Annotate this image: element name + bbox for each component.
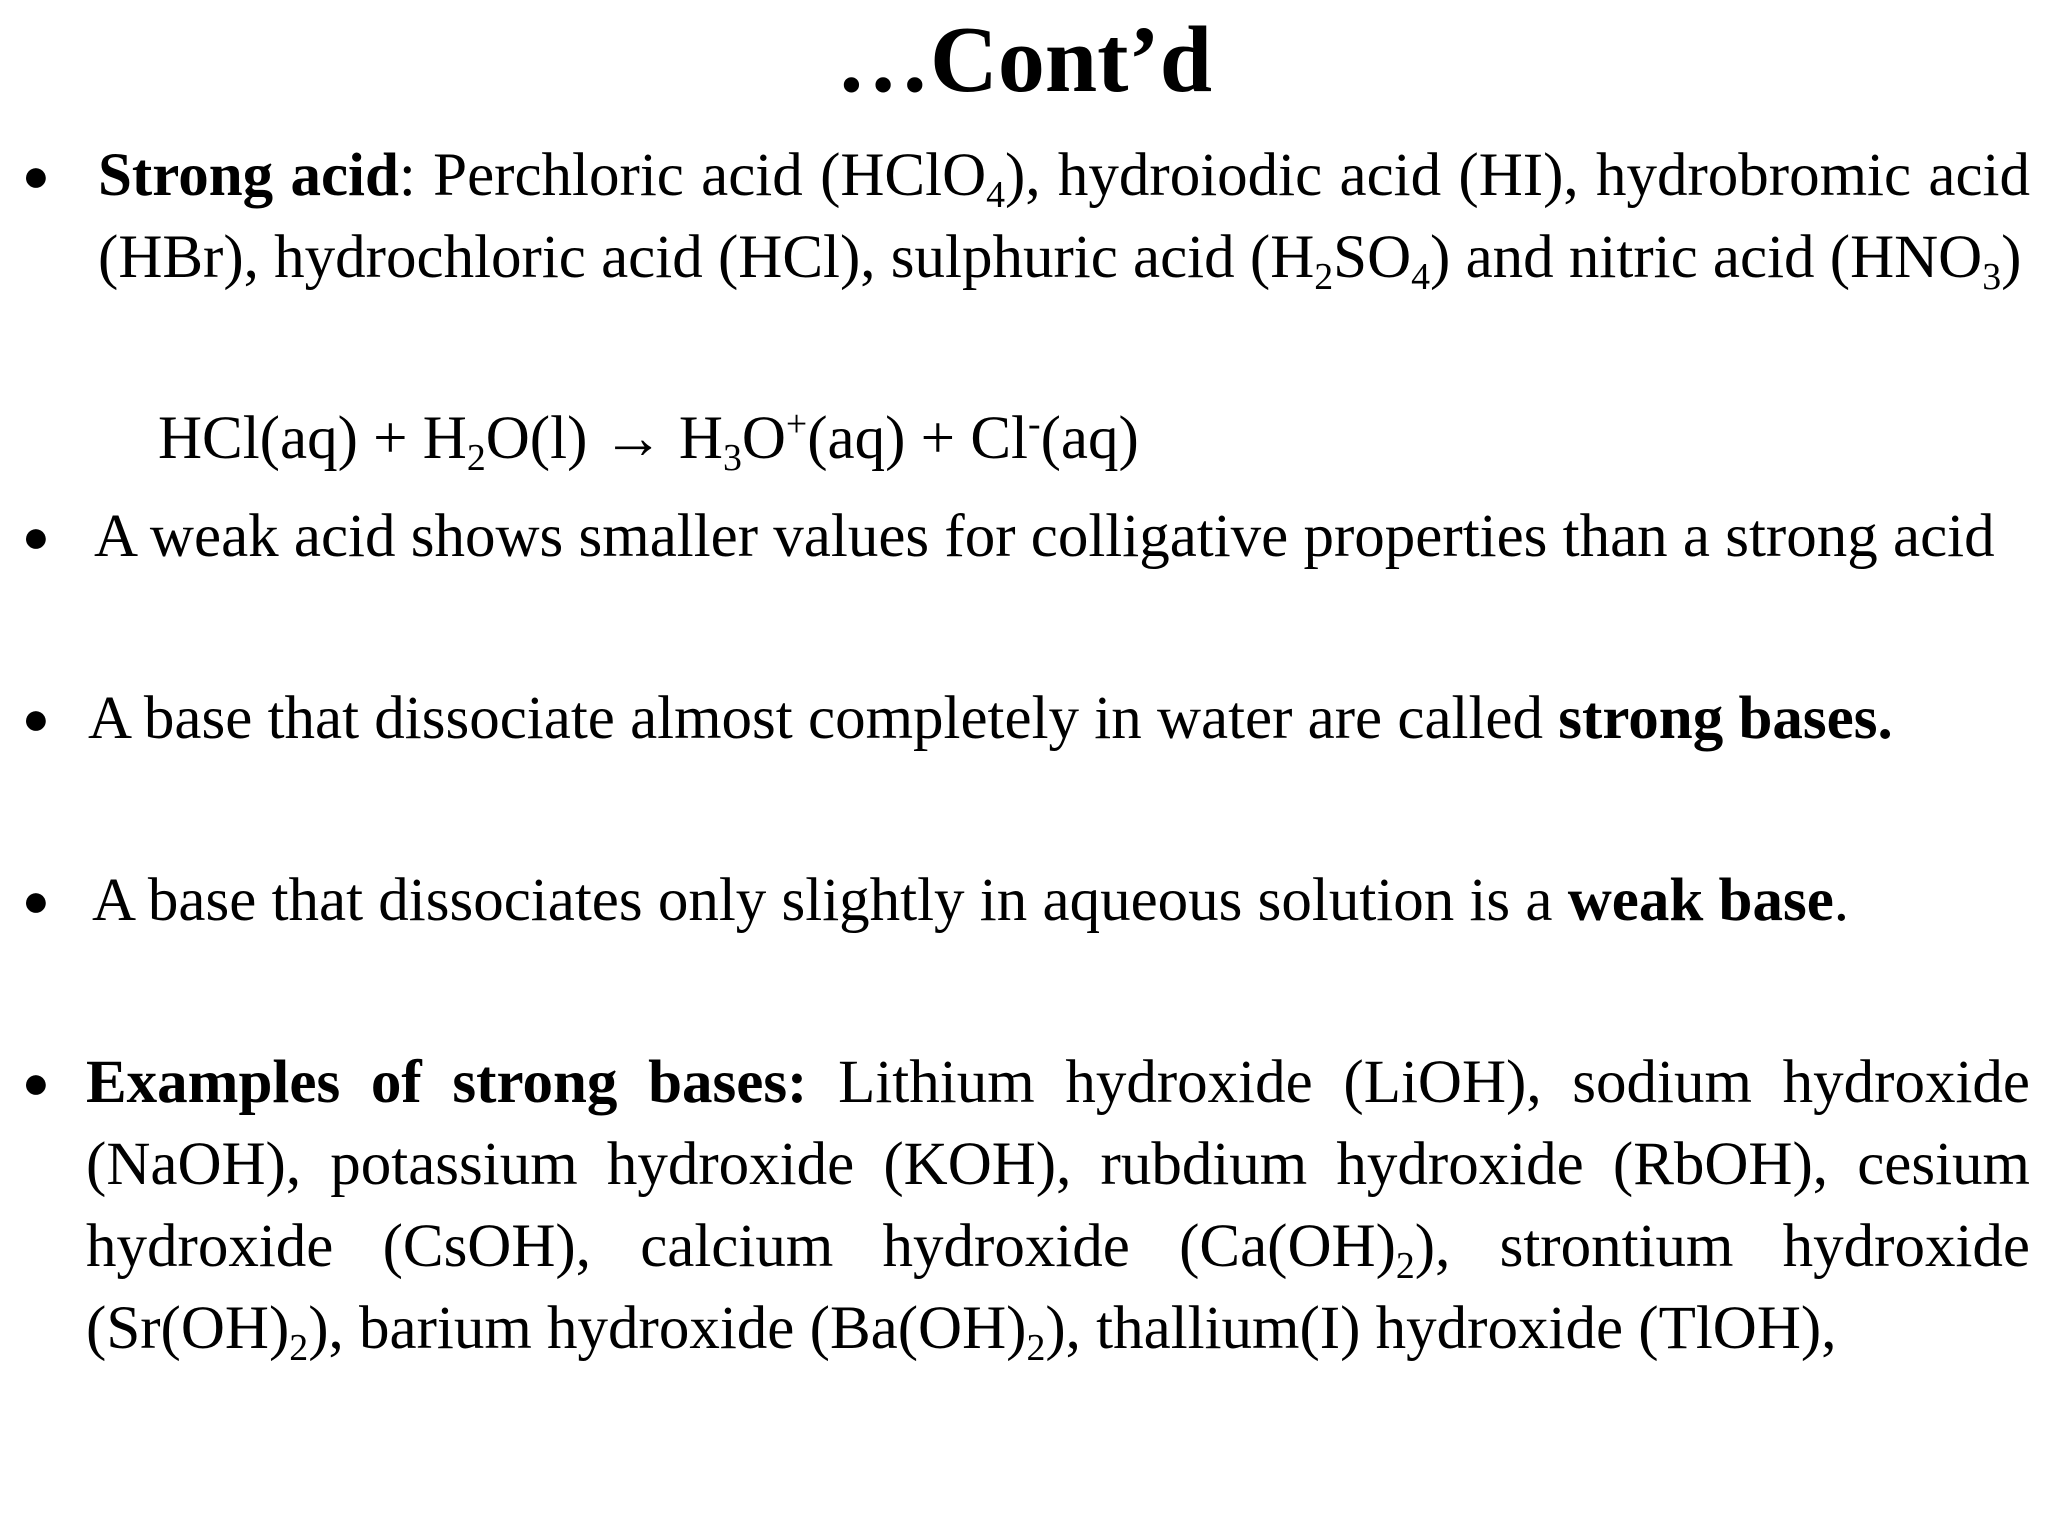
slide-title: …Cont’d xyxy=(835,8,1213,112)
bullet-text: A weak acid shows smaller values for colligative properties than a strong acid xyxy=(94,503,1995,570)
bullet-dot: ● xyxy=(22,511,50,562)
bullet-text: Examples of strong bases: Lithium hydroxide (LiOH), sodium hydroxide (NaOH), potassium hydroxide (KOH), rubdium hydroxide (RbOH), cesium hydroxide (CsOH), calcium hydroxide $(Ca(OH)_2)$, strontium hydroxide $(Sr(OH)_2)$, barium hydroxide $(Ba(OH)_2)$, thallium(I) hydroxide (TlOH), xyxy=(86,1049,2031,1370)
bullet-text: A base that dissociates only slightly in aqueous solution is a weak base. xyxy=(92,867,1850,934)
bullet-dot: ● xyxy=(22,875,50,926)
bullet-dot: ● xyxy=(22,150,50,201)
bullet-dot: ● xyxy=(22,1057,50,1108)
bullet-label: Examples of strong bases: xyxy=(86,1049,808,1116)
bullet-dot: ● xyxy=(22,693,50,744)
bullet-label: Strong acid xyxy=(98,142,399,209)
bullet-text: Strong acid: Perchloric acid (HClO$_4$), hydroiodic acid (HI), hydrobromic acid (HBr), hydrochloric acid (HCl), sulphuric acid $(H_2SO_4)$ and nitric acid $(HNO_3)$ xyxy=(98,142,2030,299)
bullet-text: A base that dissociate almost completely in water are called strong bases. xyxy=(88,685,1893,752)
chemical-equation: $HCl(aq) + H_2O(l) \to H_3O^+(aq) + Cl^-(aq)$ xyxy=(158,403,1139,480)
